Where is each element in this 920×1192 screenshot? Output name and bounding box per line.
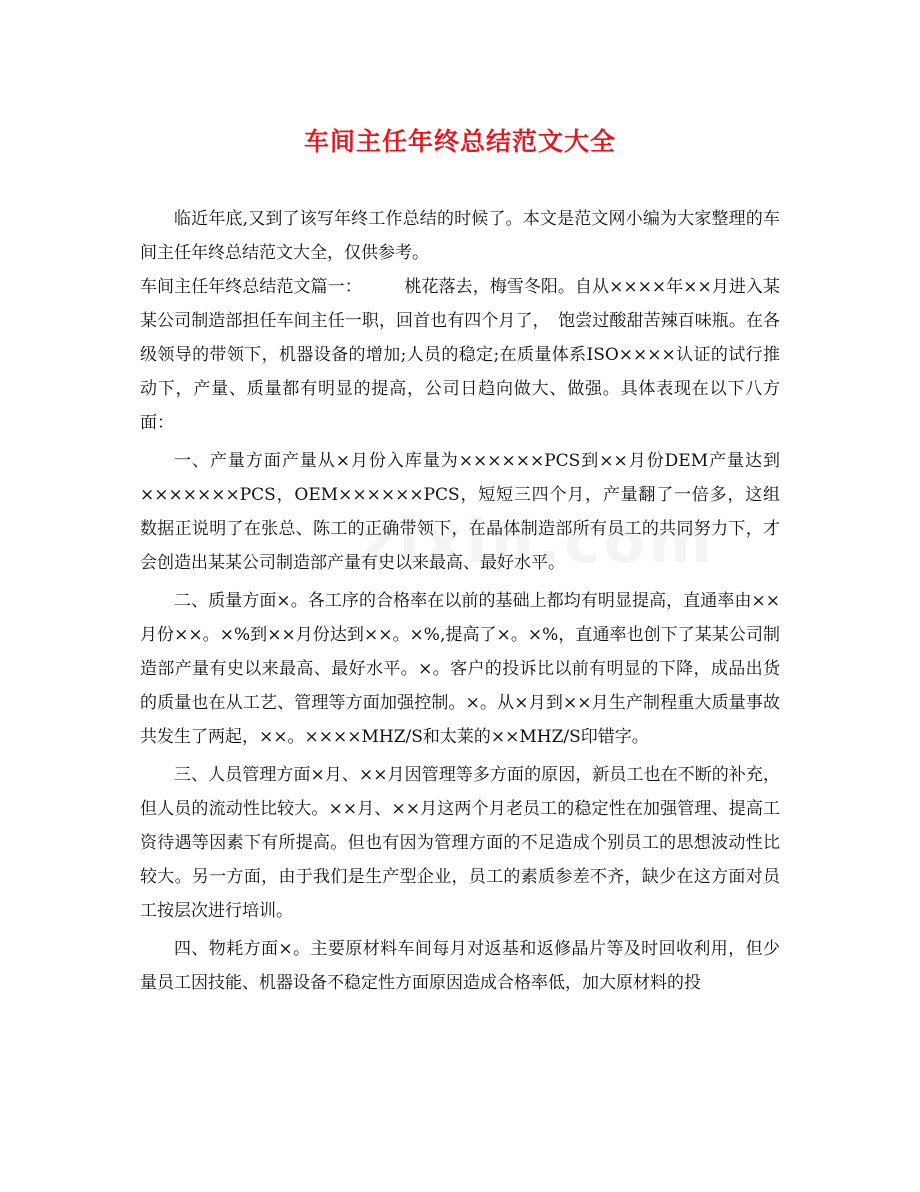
materials-paragraph: 四、物耗方面×。主要原材料车间每月对返基和返修晶片等及时回收利用，但少量员工因技能、机器设备不稳定性方面原因造成合格率低，加大原材料的投 bbox=[140, 939, 780, 993]
document-title: 车间主任年终总结范文大全 bbox=[303, 127, 616, 156]
personnel-paragraph: 三、人员管理方面×月、××月因管理等多方面的原因，新员工也在不断的补充，但人员的流动性比较大。××月、××月这两个月老员工的稳定性在加强管理、提高工资待遇等因素下有所提高。但也有因为管理方面的不足造成个别员工的思想波动性比较大。另一方面，由于我们是生产型企业，员工的素质参差不齐，缺少在这方面对员工按层次进行培训。 bbox=[140, 765, 780, 921]
intro-paragraph: 临近年底,又到了该写年终工作总结的时候了。本文是范文网小编为大家整理的车间主任年终总结范文大全，仅供参考。 bbox=[140, 209, 780, 263]
document-body bbox=[140, 202, 780, 1000]
output-paragraph: 一、产量方面产量从×月份入库量为××××××PCS到××月份DEM产量达到×××××××PCS，OEM××××××PCS，短短三四个月，产量翻了一倍多，这组数据正说明了在张总、陈工的正确带领下，在晶体制造部所有员工的共同努力下，才会创造出某某公司制造部产量有史以来最高、最好水平。 bbox=[140, 451, 780, 573]
section-heading-paragraph: 车间主任年终总结范文篇一： 桃花落去，梅雪冬阳。自从××××年××月进入某某公司制造部担任车间主任一职，回首也有四个月了， 饱尝过酸甜苦辣百味瓶。在各级领导的带领下，机器设备的增加;人员的稳定;在质量体系ISO××××认证的试行推动下，产量、质量都有明显的提高，公司日趋向做大、做强。具体表现在以下八方面： bbox=[140, 277, 780, 433]
quality-paragraph: 二、质量方面×。各工序的合格率在以前的基础上都均有明显提高，直通率由××月份××。×%到××月份达到××。×%,提高了×。×%，直通率也创下了某某公司制造部产量有史以来最高、最好水平。×。客户的投诉比以前有明显的下降，成品出货的质量也在从工艺、管理等方面加强控制。×。从×月到××月生产制程重大质量事故共发生了两起，××。××××MHZ/S和太莱的××MHZ/S印错字。 bbox=[140, 591, 780, 747]
